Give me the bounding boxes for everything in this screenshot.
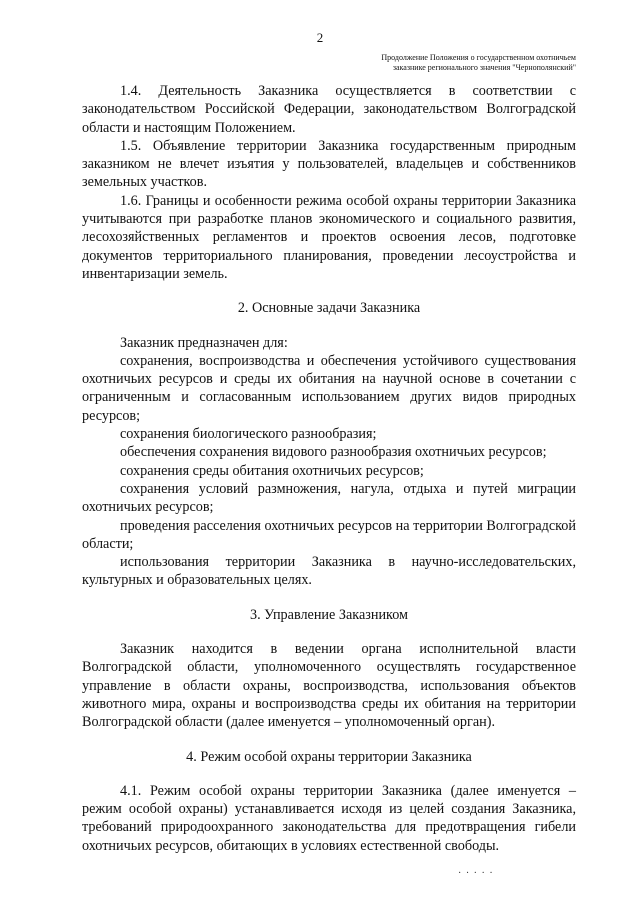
footer-mark: · · · · · (458, 868, 494, 879)
running-header-line: Продолжение Положения о государственном охотничьем (381, 53, 576, 62)
running-header-line: заказнике регионального значения "Чернополянский" (392, 63, 576, 72)
list-item: сохранения условий размножения, нагула, отдыха и путей миграции охотничьих ресурсов; (82, 480, 576, 516)
list-item: проведения расселения охотничьих ресурсов на территории Волгоградской области; (82, 517, 576, 552)
paragraph-1-6: 1.6. Границы и особенности режима особой охраны территории Заказника учитываются при разработке планов экономического и социального развития, лесохозяйственных регламентов и проектов освоения лесов, подготовке документов территориального планирования, проведении лесоустройства и инвентаризации земель. (82, 192, 576, 282)
paragraph-1-4: 1.4. Деятельность Заказника осуществляется в соответствии с законодательством Российской Федерации, законодательством Волгоградской области и настоящим Положением. (82, 83, 576, 136)
running-header (316, 53, 576, 73)
section-4-title: 4. Режим особой охраны территории Заказника (186, 748, 472, 765)
section-2-lead: Заказник предназначен для: (120, 334, 288, 351)
paragraph-1-5: 1.5. Объявление территории Заказника государственным природным заказником не влечет изъятия у пользователей, владельцев и собственников земельных участков. (82, 137, 576, 191)
document-body (82, 82, 576, 855)
list-item: обеспечения сохранения видового разнообразия охотничьих ресурсов; (120, 444, 547, 461)
section-3-text: Заказник находится в ведении органа исполнительной власти Волгоградской области, уполномоченного осуществлять государственное управление в области охраны, воспроизводства, использования объектов животного мира, охраны и воспроизводства среды их обитания на территории Волгоградской области (далее именуется – уполномоченный орган). (82, 641, 576, 731)
list-item: сохранения биологического разнообразия; (120, 426, 377, 443)
list-item: сохранения, воспроизводства и обеспечения устойчивого существования охотничьих ресурсов и среды их обитания на научной основе в сочетании с ограниченным и согласованным использованием других видов природных ресурсов; (82, 352, 576, 424)
paragraph-4-1: 4.1. Режим особой охраны территории Заказника (далее именуется – режим особой охраны) устанавливается исходя из целей создания Заказника, требований природоохранного законодательства для предотвращения гибели охотничьих ресурсов, обитающих в условиях естественной свободы. (82, 782, 576, 854)
section-3-title: 3. Управление Заказником (249, 606, 409, 623)
list-item: использования территории Заказника в научно-исследовательских, культурных и образовательных целях. (82, 554, 576, 589)
section-2-list (82, 334, 576, 590)
page-number: 2 (316, 30, 324, 45)
list-item: сохранения среды обитания охотничьих ресурсов; (120, 462, 424, 479)
section-2-title: 2. Основные задачи Заказника (237, 300, 421, 317)
